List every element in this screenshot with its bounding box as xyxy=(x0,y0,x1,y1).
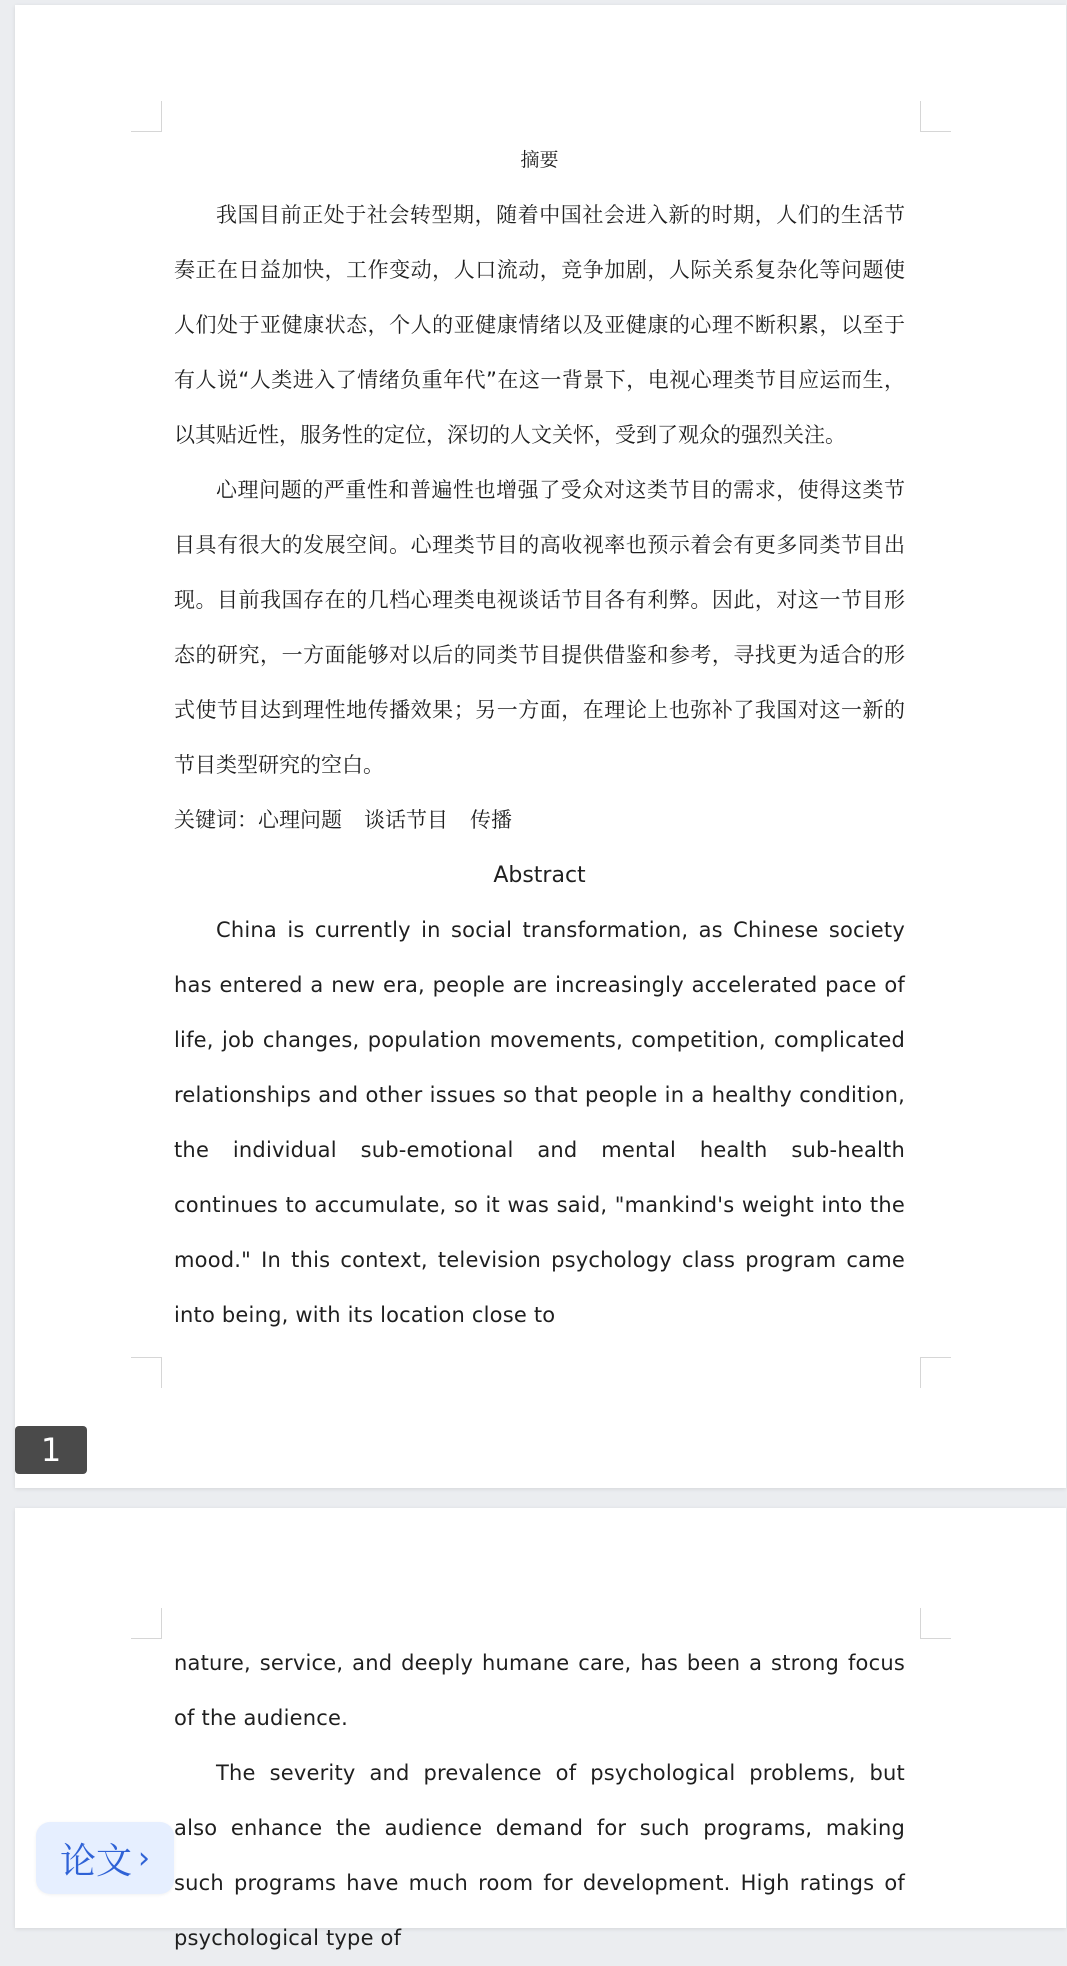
english-abstract-paragraph-2: The severity and prevalence of psychological problems, but also enhance the audience demand for such programs, making such programs have much room for development. High ratings of psychological type of xyxy=(174,1761,905,1950)
chinese-abstract-paragraph-1: 我国目前正处于社会转型期，随着中国社会进入新的时期，人们的生活节奏正在日益加快，工作变动，人口流动，竞争加剧，人际关系复杂化等问题使人们处于亚健康状态，个人的亚健康情绪以及亚健康的心理不断积累，以至于有人说“人类进入了情绪负重年代”在这一背景下，电视心理类节目应运而生，以其贴近性，服务性的定位，深切的人文关怀，受到了观众的强烈关注。 xyxy=(174,203,905,447)
margin-mark-bottom-left xyxy=(131,1357,162,1388)
page-number-badge: 1 xyxy=(15,1426,87,1474)
english-abstract-continuation: nature, service, and deeply humane care, has been a strong focus of the audience. xyxy=(174,1651,905,1730)
chinese-abstract-title: 摘要 xyxy=(520,149,559,171)
keywords-line xyxy=(174,793,905,848)
chevron-right-icon: › xyxy=(138,1840,150,1876)
margin-mark-bottom-right xyxy=(920,1357,951,1388)
chinese-abstract-paragraph-2: 心理问题的严重性和普遍性也增强了受众对这类节目的需求，使得这类节目具有很大的发展空间。心理类节目的高收视率也预示着会有更多同类节目出现。目前我国存在的几档心理类电视谈话节目各有利弊。因此，对这一节目形态的研究，一方面能够对以后的同类节目提供借鉴和参考，寻找更为适合的形式使节目达到理性地传播效果；另一方面，在理论上也弥补了我国对这一新的节目类型研究的空白。 xyxy=(174,478,905,777)
margin-mark-top-left xyxy=(131,1608,162,1639)
english-abstract-title: Abstract xyxy=(493,863,586,888)
english-abstract-paragraph-1: China is currently in social transformation, as Chinese society has entered a new era, people are increasingly accelerated pace of life, job changes, population movements, competition, complicated relationships and other issues so that people in a healthy condition, the individual sub-emotional and mental health sub-health continues to accumulate, so it was said, "mankind's weight into the mood." In this context, television psychology class program came into being, with its location close to xyxy=(174,918,905,1327)
keyword: 传播 xyxy=(470,808,512,832)
page-2-content xyxy=(174,1636,905,1966)
margin-mark-top-right xyxy=(920,1608,951,1639)
document-page-1 xyxy=(15,5,1066,1488)
thesis-floating-tab[interactable] xyxy=(36,1822,174,1894)
keyword: 心理问题 xyxy=(258,808,342,832)
keywords-label: 关键词： xyxy=(174,808,258,832)
page-1-content xyxy=(174,133,905,1343)
keyword: 谈话节目 xyxy=(364,808,448,832)
margin-mark-top-left xyxy=(131,101,162,132)
thesis-tab-label: 论文 xyxy=(59,1840,132,1882)
margin-mark-top-right xyxy=(920,101,951,132)
